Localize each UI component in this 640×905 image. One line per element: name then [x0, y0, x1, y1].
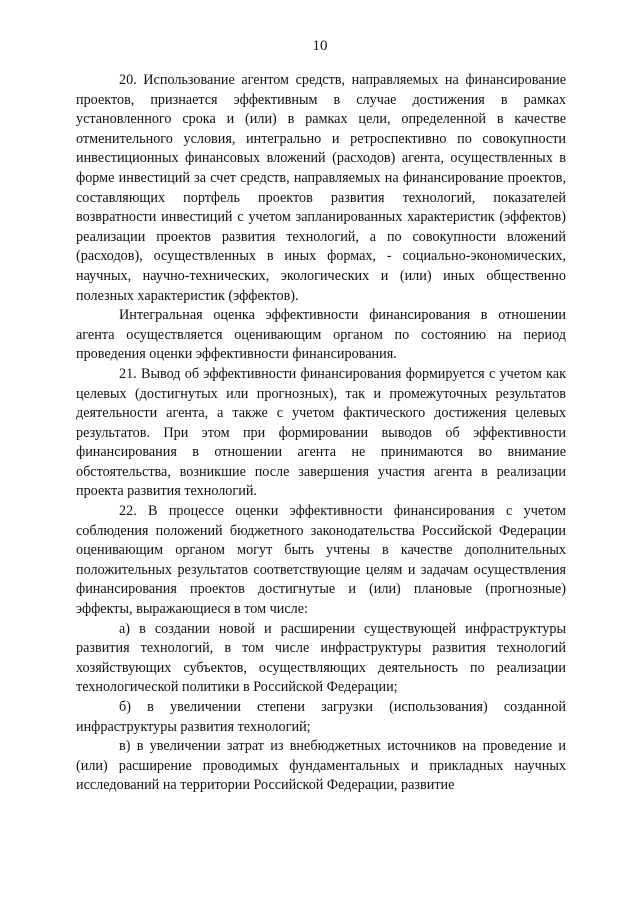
list-item-b: б) в увеличении степени загрузки (использования) созданной инфраструктуры развития технологий; [76, 699, 566, 735]
paragraph-21: 21. Вывод об эффективности финансирования формируется с учетом как целевых (достигнутых или прогнозных), так и промежуточных результатов деятельности агента, а также с учетом фактического достижения целевых результатов. При этом при формировании выводов об эффективности финансирования в отношении агента не принимаются во внимание обстоятельства, возникшие после завершения участия агента в реализации проекта развития технологий. [76, 365, 566, 500]
paragraph-integral-assessment: Интегральная оценка эффективности финансирования в отношении агента осуществляется оценивающим органом по состоянию на период проведения оценки эффективности финансирования. [76, 307, 566, 363]
list-item-a: а) в создании новой и расширении существующей инфраструктуры развития технологий, в том числе инфраструктуры развития технологий хозяйствующих субъектов, осуществляющих деятельность по реализации технологической политики в Российской Федерации; [76, 620, 566, 696]
document-body [76, 71, 566, 796]
page-number: 10 [312, 38, 328, 54]
list-item-c: в) в увеличении затрат из внебюджетных источников на проведение и (или) расширение проводимых фундаментальных и прикладных научных исследований на территории Российской Федерации, развитие [76, 738, 566, 794]
paragraph-22: 22. В процессе оценки эффективности финансирования с учетом соблюдения положений бюджетного законодательства Российской Федерации оценивающим органом могут быть учтены в качестве дополнительных положительных результатов соответствующие целям и задачам осуществления финансирования проектов достигнутые и (или) плановые (прогнозные) эффекты, выражающиеся в том числе: [76, 503, 566, 618]
paragraph-20: 20. Использование агентом средств, направляемых на финансирование проектов, признается эффективным в случае достижения в рамках установленного срока и (или) в рамках цели, определенной в качестве отменительного условия, интегрально и ретроспективно по совокупности инвестиционных финансовых вложений (расходов) агента, осуществленных в форме инвестиций за счет средств, направляемых на финансирование проектов, составляющих портфель проектов развития технологий, показателей возвратности инвестиций с учетом запланированных характеристик (эффектов) реализации проектов развития технологий, а по совокупности вложений (расходов), осуществленных в иных формах, - социально-экономических, научных, научно-технических, экологических и (или) иных общественно полезных характеристик (эффектов). [76, 72, 566, 304]
